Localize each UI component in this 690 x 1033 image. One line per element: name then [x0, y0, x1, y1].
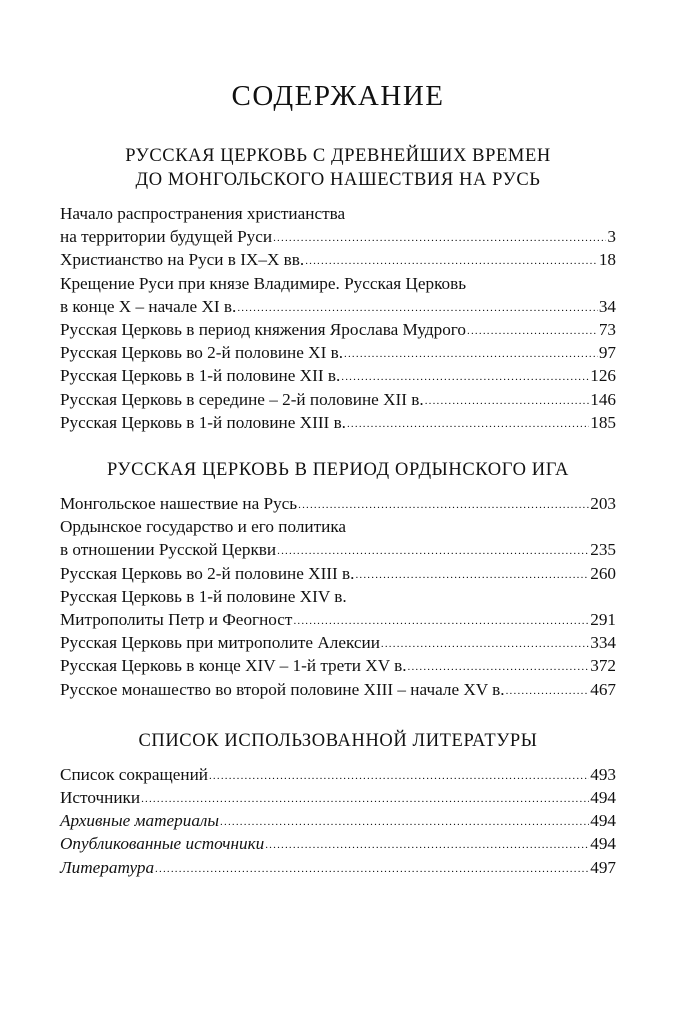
toc-entry-row — [60, 364, 616, 387]
toc-entry[interactable] — [60, 364, 616, 387]
toc-entry-row — [60, 318, 616, 341]
toc-entry-title: Митрополиты Петр и Феогност — [60, 610, 293, 630]
toc-entry-row — [60, 631, 616, 654]
dot-leader — [506, 686, 590, 696]
toc-entry-page-number: 146 — [590, 389, 616, 409]
dot-leader — [341, 372, 589, 382]
toc-entry-page-number: 334 — [590, 633, 616, 653]
dot-leader — [277, 546, 589, 556]
dot-leader — [298, 500, 589, 510]
toc-entry[interactable] — [60, 763, 616, 786]
toc-entry-title: Русская Церковь в конце XIV – 1-й трети XV в. — [60, 656, 407, 676]
toc-entry[interactable] — [60, 654, 616, 677]
toc-entry-page-number: 494 — [590, 788, 616, 808]
toc-entry-title: Русское монашество во второй половине XIII – начале XV в. — [60, 679, 505, 699]
dot-leader — [425, 396, 590, 406]
toc-entry[interactable] — [60, 856, 616, 879]
section-heading — [60, 144, 616, 192]
toc-entry-page-number: 3 — [607, 227, 616, 247]
toc-entry-title-line: Крещение Руси при князе Владимире. Русская Церковь — [60, 273, 467, 293]
toc-entry[interactable] — [60, 272, 616, 318]
toc-entry[interactable] — [60, 515, 616, 561]
toc-entry-row — [60, 678, 616, 701]
toc-entry-title: Христианство на Руси в IX–X вв. — [60, 250, 305, 270]
section-heading — [60, 729, 616, 753]
toc-entry-row — [60, 411, 616, 434]
dot-leader — [265, 840, 589, 850]
dot-leader — [408, 662, 590, 672]
toc-entry-title: Русская Церковь в 1-й половине XIII в. — [60, 412, 346, 432]
dot-leader — [467, 326, 598, 336]
section-heading — [60, 458, 616, 482]
dot-leader — [209, 771, 589, 781]
toc-entry-title: в конце X – начале XI в. — [60, 296, 237, 316]
toc-entry[interactable] — [60, 832, 616, 855]
toc-entry-title: Литература — [60, 857, 155, 877]
toc-entry[interactable] — [60, 585, 616, 631]
dot-leader — [220, 817, 589, 827]
dot-leader — [355, 570, 589, 580]
toc-entry-row — [60, 786, 616, 809]
toc-sections — [60, 144, 616, 879]
toc-page — [60, 0, 616, 879]
toc-entry-page-number: 494 — [590, 834, 616, 854]
dot-leader — [155, 864, 589, 874]
section-heading-line: СПИСОК ИСПОЛЬЗОВАННОЙ ЛИТЕРАТУРЫ — [138, 730, 538, 751]
toc-entry-row — [60, 388, 616, 411]
toc-entry-page-number: 235 — [590, 540, 616, 560]
dot-leader — [293, 616, 589, 626]
dot-leader — [344, 349, 598, 359]
toc-entry-page-number: 467 — [590, 679, 616, 699]
toc-entry-page-number: 185 — [590, 412, 616, 432]
dot-leader — [237, 303, 597, 313]
toc-entry[interactable] — [60, 411, 616, 434]
page-title: СОДЕРЖАНИЕ — [231, 80, 445, 112]
toc-entry[interactable] — [60, 318, 616, 341]
toc-entry[interactable] — [60, 562, 616, 585]
toc-entry-page-number: 203 — [590, 494, 616, 514]
toc-entry[interactable] — [60, 248, 616, 271]
toc-entry-title: Источники — [60, 788, 141, 808]
toc-entry-title: Русская Церковь во 2-й половине XIII в. — [60, 563, 355, 583]
toc-entry-title: Русская Церковь в период княжения Ярослава Мудрого — [60, 320, 467, 340]
toc-entry[interactable] — [60, 492, 616, 515]
toc-entry-page-number: 493 — [590, 764, 616, 784]
toc-entry-title-line: Начало распространения христианства — [60, 204, 346, 223]
toc-entry-title: Русская Церковь в середине – 2-й половине XII в. — [60, 389, 424, 409]
toc-entry[interactable] — [60, 786, 616, 809]
toc-entry-page-number: 73 — [598, 320, 616, 340]
toc-entry-page-number: 97 — [598, 343, 616, 363]
toc-entry-list — [60, 763, 616, 879]
toc-entry-row — [60, 562, 616, 585]
toc-entry[interactable] — [60, 631, 616, 654]
toc-entry-row — [60, 763, 616, 786]
toc-entry-row — [60, 248, 616, 271]
dot-leader — [347, 419, 589, 429]
toc-entry-row — [60, 295, 616, 318]
toc-entry-page-number: 497 — [590, 857, 616, 877]
toc-entry-row — [60, 341, 616, 364]
toc-entry-page-number: 494 — [590, 811, 616, 831]
toc-entry-page-number: 372 — [590, 656, 616, 676]
toc-entry[interactable] — [60, 809, 616, 832]
dot-leader — [305, 256, 598, 266]
toc-entry-title: Русская Церковь при митрополите Алексии — [60, 633, 380, 653]
dot-leader — [381, 639, 589, 649]
toc-entry-title-line: Русская Церковь в 1-й половине XIV в. — [60, 586, 347, 606]
toc-entry-title: Опубликованные источники — [60, 834, 265, 854]
toc-entry[interactable] — [60, 202, 616, 248]
toc-entry-row — [60, 654, 616, 677]
toc-entry-row — [60, 225, 616, 248]
toc-entry-title: Список сокращений — [60, 764, 208, 784]
toc-entry-title: Русская Церковь во 2-й половине XI в. — [60, 343, 344, 363]
toc-entry-row — [60, 832, 616, 855]
dot-leader — [141, 794, 589, 804]
toc-entry-title: Монгольское нашествие на Русь — [60, 494, 298, 514]
toc-entry-row — [60, 809, 616, 832]
toc-entry-page-number: 291 — [590, 610, 616, 630]
toc-entry-page-number: 126 — [590, 366, 616, 386]
toc-entry-row — [60, 856, 616, 879]
section-heading-line: ДО МОНГОЛЬСКОГО НАШЕСТВИЯ НА РУСЬ — [135, 170, 541, 190]
toc-entry-title: Архивные материалы — [60, 811, 220, 831]
toc-entry-list — [60, 492, 616, 701]
toc-entry-page-number: 34 — [598, 296, 616, 316]
toc-entry-title-line: Ордынское государство и его политика — [60, 517, 347, 537]
toc-entry[interactable] — [60, 388, 616, 411]
section-heading-line: РУССКАЯ ЦЕРКОВЬ С ДРЕВНЕЙШИХ ВРЕМЕН — [125, 146, 551, 166]
toc-entry-list — [60, 202, 616, 434]
toc-entry-page-number: 18 — [598, 250, 616, 270]
toc-entry-row — [60, 492, 616, 515]
dot-leader — [273, 233, 606, 243]
toc-entry[interactable] — [60, 341, 616, 364]
toc-entry-title: на территории будущей Руси — [60, 227, 273, 247]
toc-entry-page-number: 260 — [590, 563, 616, 583]
toc-entry-title: Русская Церковь в 1-й половине XII в. — [60, 366, 341, 386]
toc-entry-row — [60, 608, 616, 631]
section-heading-line: РУССКАЯ ЦЕРКОВЬ В ПЕРИОД ОРДЫНСКОГО ИГА — [107, 460, 569, 481]
toc-entry-row — [60, 538, 616, 561]
toc-entry-title: в отношении Русской Церкви — [60, 540, 277, 560]
toc-entry[interactable] — [60, 678, 616, 701]
